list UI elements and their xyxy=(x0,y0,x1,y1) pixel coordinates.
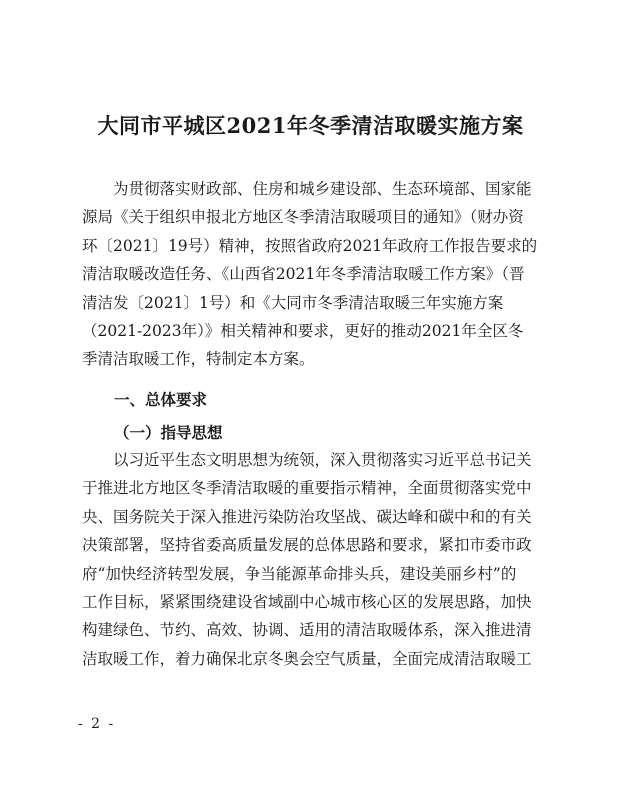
section-heading: 一、总体要求 xyxy=(114,391,208,409)
paragraph-line: 环〔2021〕19号）精神，按照省政府2021年政府工作报告要求的 xyxy=(82,236,538,255)
paragraph-line: 央、国务院关于深入推进污染防治攻坚战、碳达峰和碳中和的有关 xyxy=(82,507,532,526)
page-number: - 2 - xyxy=(78,716,116,732)
guiding-ideology-paragraph xyxy=(82,446,544,673)
paragraph-line: 府“加快经济转型发展，争当能源革命排头兵，建设美丽乡村”的 xyxy=(82,564,517,583)
subsection-heading: （一）指导思想 xyxy=(114,424,223,442)
intro-paragraph xyxy=(82,175,544,374)
paragraph-line: 以习近平生态文明思想为统领，深入贯彻落实习近平总书记关 xyxy=(82,451,532,469)
paragraph-line: 构建绿色、节约、高效、协调、适用的清洁取暖体系，深入推进清 xyxy=(82,621,532,640)
paragraph-line: 决策部署，坚持省委高质量发展的总体思路和要求，紧扣市委市政 xyxy=(82,536,532,555)
paragraph-line: 于推进北方地区冬季清洁取暖的重要指示精神，全面贯彻落实党中 xyxy=(82,479,532,498)
paragraph-line: 季清洁取暖工作，特制定本方案。 xyxy=(82,350,315,369)
paragraph-line: 清洁取暖改造任务、《山西省2021年冬季清洁取暖工作方案》（晋 xyxy=(82,265,525,284)
paragraph-line: 为贯彻落实财政部、住房和城乡建设部、生态环境部、国家能 xyxy=(82,180,532,198)
paragraph-line: 洁取暖工作，着力确保北京冬奥会空气质量，全面完成清洁取暖工 xyxy=(82,649,532,668)
document-title: 大同市平城区2021年冬季清洁取暖实施方案 xyxy=(97,113,524,138)
paragraph-line: 清洁发〔2021〕1号）和《大同市冬季清洁取暖三年实施方案 xyxy=(82,293,504,312)
paragraph-line: 工作目标，紧紧围绕建设省域副中心城市核心区的发展思路，加快 xyxy=(82,592,532,611)
paragraph-line: 源局《关于组织申报北方地区冬季清洁取暖项目的通知》（财办资 xyxy=(82,208,524,227)
paragraph-line: （2021-2023年）》相关精神和要求，更好的推动2021年全区冬 xyxy=(82,321,524,340)
